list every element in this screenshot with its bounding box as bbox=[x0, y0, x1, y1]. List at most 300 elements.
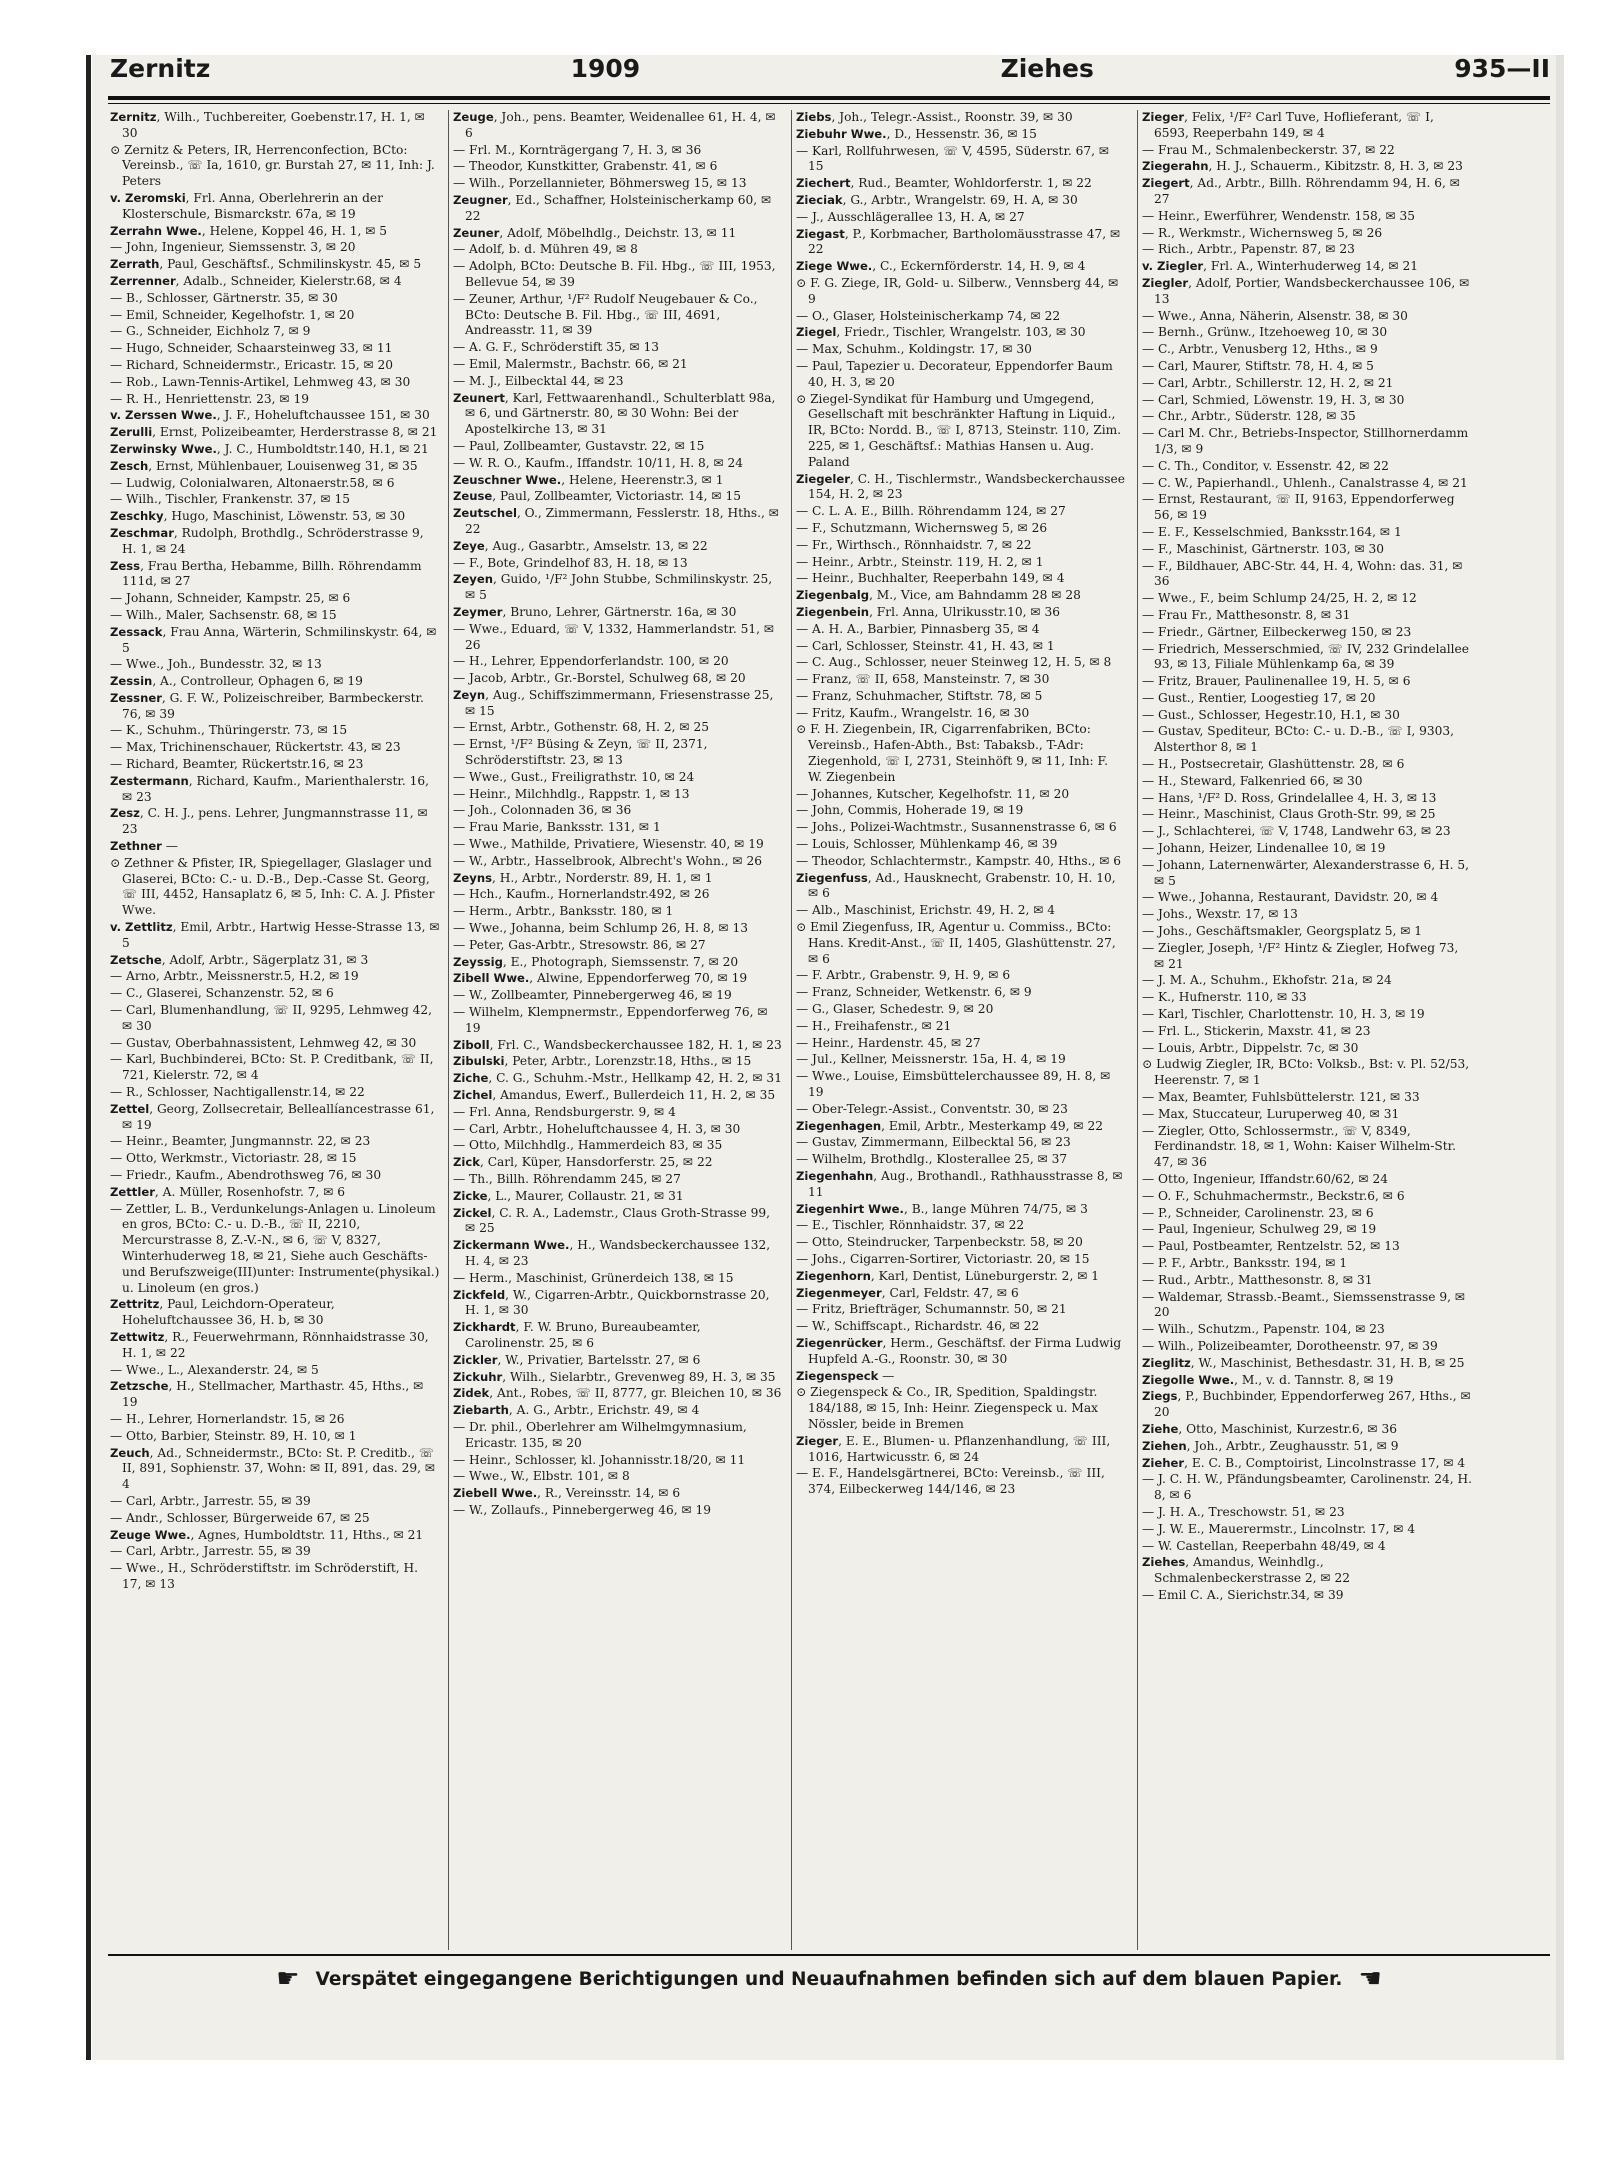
directory-column-3 bbox=[796, 110, 1126, 1950]
directory-entry: Ziechert, Rud., Beamter, Wohldorferstr. 1, ✉ 22 bbox=[796, 176, 1092, 191]
directory-entry: — C., Glaserei, Schanzenstr. 52, ✉ 6 bbox=[110, 986, 334, 1001]
directory-entry: — Heinr., Schlosser, kl. Johannisstr.18/20, ✉ 11 bbox=[453, 1452, 746, 1467]
directory-entry: — Adolf, b. d. Mühren 49, ✉ 8 bbox=[453, 242, 638, 257]
entry-surname: Zessack bbox=[110, 624, 163, 639]
directory-entry: — Karl, Tischler, Charlottenstr. 10, H. 3, ✉ 19 bbox=[1142, 1007, 1425, 1022]
directory-entry: Zieher, E. C. B., Comptoirist, Lincolnstrasse 17, ✉ 4 bbox=[1142, 1455, 1466, 1470]
directory-entry: — Wwe., Mathilde, Privatiere, Wiesenstr. 40, ✉ 19 bbox=[453, 837, 764, 852]
directory-entry: — Ludwig, Colonialwaren, Altonaerstr.58, ✉ 6 bbox=[110, 475, 395, 490]
directory-entry: — Theodor, Schlachtermstr., Kampstr. 40, Hths., ✉ 6 bbox=[796, 853, 1122, 868]
directory-entry: — Joh., Colonnaden 36, ✉ 36 bbox=[453, 803, 632, 818]
directory-entry: ⊙ Ziegel-Syndikat für Hamburg und Umgegend, Gesellschaft mit beschränkter Haftung in Liquid., IR, BCto: Nordd. B., ☏ I, 8713, Steinstr. 110, Zim. 225, ✉ 1, Geschäftsf.: Mathias Hansen u. Aug. Paland bbox=[796, 391, 1122, 469]
entry-surname: Zickfeld bbox=[453, 1287, 506, 1302]
directory-entry: — C. Aug., Schlosser, neuer Steinweg 12, H. 5, ✉ 8 bbox=[796, 655, 1112, 670]
entry-surname: Ziehes bbox=[1142, 1555, 1186, 1570]
directory-entry: — O., Glaser, Holsteinischerkamp 74, ✉ 22 bbox=[796, 308, 1061, 323]
directory-entry: Zeye, Aug., Gasarbtr., Amselstr. 13, ✉ 22 bbox=[453, 538, 708, 553]
directory-entry: — J. W. E., Mauerermstr., Lincolnstr. 17, ✉ 4 bbox=[1142, 1521, 1416, 1536]
directory-entry: — Otto, Barbier, Steinstr. 89, H. 10, ✉ 1 bbox=[110, 1428, 357, 1443]
directory-entry: — O. F., Schuhmachermstr., Beckstr.6, ✉ 6 bbox=[1142, 1188, 1405, 1203]
directory-entry: — Jul., Kellner, Meissnerstr. 15a, H. 4, ✉ 19 bbox=[796, 1052, 1066, 1067]
directory-entry: ⊙ Zernitz & Peters, IR, Herrenconfection, BCto: Vereinsb., ☏ Ia, 1610, gr. Burstah 27, ✉ 11, Inh: J. Peters bbox=[110, 142, 435, 189]
directory-entry: — Johs., Wexstr. 17, ✉ 13 bbox=[1142, 907, 1298, 922]
entry-surname: Zerrahn Wwe. bbox=[110, 223, 202, 238]
entry-surname: Zettler bbox=[110, 1184, 155, 1199]
directory-entry: — W. R. O., Kaufm., Iffandstr. 10/11, H. 8, ✉ 24 bbox=[453, 455, 744, 470]
directory-entry: — Fritz, Brauer, Paulinenallee 19, H. 5, ✉ 6 bbox=[1142, 674, 1411, 689]
directory-entry: — Ziegler, Joseph, ¹/F² Hintz & Ziegler, Hofweg 73, ✉ 21 bbox=[1142, 940, 1459, 971]
directory-entry: — Adolph, BCto: Deutsche B. Fil. Hbg., ☏ III, 1953, Bellevue 54, ✉ 39 bbox=[453, 259, 776, 289]
directory-entry: Zeymer, Bruno, Lehrer, Gärtnerstr. 16a, ✉ 30 bbox=[453, 604, 737, 619]
directory-entry: Zieger, E. E., Blumen- u. Pflanzenhandlung, ☏ III, 1016, Hartwicusstr. 6, ✉ 24 bbox=[796, 1433, 1111, 1464]
directory-entry: Zetzsche, H., Stellmacher, Marthastr. 45, Hths., ✉ 19 bbox=[110, 1379, 424, 1410]
entry-surname: Zetsche bbox=[110, 952, 162, 967]
directory-entry: — F., Bote, Grindelhof 83, H. 18, ✉ 13 bbox=[453, 555, 688, 570]
entry-surname: Zieger bbox=[1142, 110, 1185, 124]
directory-entry: ⊙ Emil Ziegenfuss, IR, Agentur u. Commiss., BCto: Hans. Kredit-Anst., ☏ II, 1405, Glashüttenstr. 27, ✉ 6 bbox=[796, 920, 1116, 966]
directory-entry: Ziebell Wwe., R., Vereinsstr. 14, ✉ 6 bbox=[453, 1486, 681, 1501]
directory-entry: Zerrath, Paul, Geschäftsf., Schmilinskystr. 45, ✉ 5 bbox=[110, 257, 422, 272]
entry-surname: Zetzsche bbox=[110, 1379, 169, 1394]
directory-entry: Zicke, L., Maurer, Collaustr. 21, ✉ 31 bbox=[453, 1188, 684, 1203]
directory-entry: ⊙ F. H. Ziegenbein, IR, Cigarrenfabriken, BCto: Vereinsb., Hafen-Abth., Bst: Tabaksb., T-Adr: Ziegenhold, ☏ I, 2731, Steinhöft 9, ✉ 11, Inh: F. W. Ziegenbein bbox=[796, 722, 1108, 784]
directory-entry: Ziegel, Friedr., Tischler, Wrangelstr. 103, ✉ 30 bbox=[796, 325, 1086, 340]
directory-entry: — G., Glaser, Schedestr. 9, ✉ 20 bbox=[796, 1002, 994, 1017]
directory-entry: Zeuse, Paul, Zollbeamter, Victoriastr. 14, ✉ 15 bbox=[453, 489, 742, 504]
directory-entry: — J. C. H. W., Pfändungsbeamter, Carolinenstr. 24, H. 8, ✉ 6 bbox=[1142, 1472, 1472, 1503]
directory-entry: Zeugner, Ed., Schaffner, Holsteinischerkamp 60, ✉ 22 bbox=[453, 192, 772, 223]
directory-entry: — Carl M. Chr., Betriebs-Inspector, Stillhornerdamm 1/3, ✉ 9 bbox=[1142, 426, 1469, 456]
entry-surname: Zeymer bbox=[453, 604, 503, 619]
directory-entry: Zickuhr, Wilh., Sielarbtr., Grevenweg 89, H. 3, ✉ 35 bbox=[453, 1369, 776, 1384]
directory-entry: Zerwinsky Wwe., J. C., Humboldtstr.140, H.1, ✉ 21 bbox=[110, 441, 429, 456]
directory-entry: Ziegert, Ad., Arbtr., Billh. Röhrendamm 94, H. 6, ✉ 27 bbox=[1142, 176, 1460, 206]
directory-entry: — Carl, Arbtr., Schillerstr. 12, H. 2, ✉ 21 bbox=[1142, 375, 1394, 390]
directory-entry: — Franz, ☏ II, 658, Mansteinstr. 7, ✉ 30 bbox=[796, 672, 1050, 687]
entry-surname: v. Zeromski bbox=[110, 190, 186, 205]
entry-surname: Ziegler bbox=[1142, 275, 1189, 290]
page-header bbox=[110, 48, 1550, 88]
entry-surname: Zeuge bbox=[453, 110, 494, 124]
directory-entry: — Johann, Schneider, Kampstr. 25, ✉ 6 bbox=[110, 591, 351, 606]
entry-surname: Zerrenner bbox=[110, 273, 176, 288]
directory-entry: — Wilhelm, Klempnermstr., Eppendorferweg 76, ✉ 19 bbox=[453, 1005, 768, 1035]
header-year: 1909 bbox=[570, 53, 641, 83]
entry-surname: Ziegenhahn bbox=[796, 1169, 874, 1183]
directory-entry: — Wwe., Gust., Freiligrathstr. 10, ✉ 24 bbox=[453, 769, 695, 784]
entry-surname: Ziebuhr Wwe. bbox=[796, 126, 887, 141]
directory-entry: — H., Freihafenstr., ✉ 21 bbox=[796, 1018, 952, 1033]
entry-surname: Ziehe bbox=[1142, 1421, 1179, 1436]
directory-entry: Ziehe, Otto, Maschinist, Kurzestr.6, ✉ 36 bbox=[1142, 1421, 1397, 1436]
directory-entry: Zeuge, Joh., pens. Beamter, Weidenallee 61, H. 4, ✉ 6 bbox=[453, 110, 776, 140]
entry-surname: Ziegenbalg bbox=[796, 588, 870, 603]
entry-surname: Zickuhr bbox=[453, 1369, 503, 1384]
directory-entry: — Th., Billh. Röhrendamm 245, ✉ 27 bbox=[453, 1172, 681, 1186]
directory-entry: — R., Werkmstr., Wichernsweg 5, ✉ 26 bbox=[1142, 225, 1383, 240]
entry-surname: Ziegenhagen bbox=[796, 1118, 882, 1133]
entry-surname: Zieciak bbox=[796, 192, 843, 207]
directory-entry: — Dr. phil., Oberlehrer am Wilhelmgymnasium, Ericastr. 135, ✉ 20 bbox=[453, 1419, 747, 1450]
directory-entry: — Wilh., Tischler, Frankenstr. 37, ✉ 15 bbox=[110, 492, 351, 507]
directory-entry: Zeyssig, E., Photograph, Siemssenstr. 7, ✉ 20 bbox=[453, 954, 739, 969]
page-binding-edge bbox=[86, 55, 91, 2060]
directory-entry: Zetsche, Adolf, Arbtr., Sägerplatz 31, ✉ 3 bbox=[110, 952, 369, 967]
directory-entry: — C., Arbtr., Venusberg 12, Hths., ✉ 9 bbox=[1142, 342, 1378, 357]
directory-entry: ⊙ F. G. Ziege, IR, Gold- u. Silberw., Vennsberg 44, ✉ 9 bbox=[796, 275, 1119, 306]
directory-entry: — Johs., Geschäftsmakler, Georgsplatz 5, ✉ 1 bbox=[1142, 924, 1423, 939]
entry-surname: Zickel bbox=[453, 1205, 492, 1220]
directory-entry: — Heinr., Arbtr., Steinstr. 119, H. 2, ✉ 1 bbox=[796, 554, 1044, 569]
entry-surname: Zeunert bbox=[453, 390, 505, 405]
directory-entry: — Heinr., Maschinist, Claus Groth-Str. 99, ✉ 25 bbox=[1142, 807, 1436, 822]
directory-entry: Ziege Wwe., C., Eckernförderstr. 14, H. 9, ✉ 4 bbox=[796, 259, 1086, 274]
directory-entry: — Frl. Anna, Rendsburgerstr. 9, ✉ 4 bbox=[453, 1104, 676, 1119]
directory-entry: — Friedr., Gärtner, Eilbeckerweg 150, ✉ 23 bbox=[1142, 624, 1412, 639]
directory-entry: — E. F., Kesselschmied, Banksstr.164, ✉ 1 bbox=[1142, 524, 1402, 539]
entry-surname: Zesch bbox=[110, 458, 149, 473]
entry-surname: Zidek bbox=[453, 1386, 490, 1401]
directory-entry: Ziegenfuss, Ad., Hausknecht, Grabenstr. 10, H. 10, ✉ 6 bbox=[796, 870, 1116, 901]
directory-entry: Ziegenbalg, M., Vice, am Bahndamm 28 ✉ 28 bbox=[796, 588, 1081, 603]
directory-entry: v. Ziegler, Frl. A., Winterhuderweg 14, ✉ 21 bbox=[1142, 259, 1418, 274]
directory-entry: — Wwe., Johanna, beim Schlump 26, H. 8, ✉ 13 bbox=[453, 921, 748, 936]
directory-entry: — Wwe., W., Elbstr. 101, ✉ 8 bbox=[453, 1469, 630, 1484]
directory-entry: — Wwe., Johanna, Restaurant, Davidstr. 20, ✉ 4 bbox=[1142, 890, 1439, 905]
directory-entry: — Herm., Arbtr., Banksstr. 180, ✉ 1 bbox=[453, 904, 674, 919]
directory-entry: Zessner, G. F. W., Polizeischreiber, Barmbeckerstr. 76, ✉ 39 bbox=[110, 690, 424, 721]
entry-surname: Zeschmar bbox=[110, 525, 174, 540]
directory-entry: — Wwe., Joh., Bundesstr. 32, ✉ 13 bbox=[110, 657, 322, 672]
directory-column-4 bbox=[1142, 110, 1472, 1950]
entry-surname: Ziboll bbox=[453, 1037, 490, 1052]
directory-entry: ⊙ Ziegenspeck & Co., IR, Spedition, Spaldingstr. 184/188, ✉ 15, Inh: Heinr. Ziegenspeck u. Max Nössler, beide in Bremen bbox=[796, 1385, 1099, 1431]
directory-entry: Zesz, C. H. J., pens. Lehrer, Jungmannstrasse 11, ✉ 23 bbox=[110, 806, 428, 837]
directory-entry: — Heinr., Buchhalter, Reeperbahn 149, ✉ 4 bbox=[796, 571, 1065, 586]
entry-surname: Ziegenfuss bbox=[796, 870, 868, 885]
directory-entry: — Paul, Postbeamter, Rentzelstr. 52, ✉ 13 bbox=[1142, 1239, 1400, 1254]
directory-entry: — Wwe., F., beim Schlump 24/25, H. 2, ✉ 12 bbox=[1142, 591, 1417, 606]
directory-entry: Zettritz, Paul, Leichdorn-Operateur, Hoheluftchaussee 36, H. b, ✉ 30 bbox=[110, 1297, 335, 1328]
directory-entry: — Alb., Maschinist, Erichstr. 49, H. 2, ✉ 4 bbox=[796, 903, 1056, 918]
directory-entry: — Louis, Arbtr., Dippelstr. 7c, ✉ 30 bbox=[1142, 1040, 1359, 1055]
directory-entry: Ziehes, Amandus, Weinhdlg., Schmalenbeckerstrasse 2, ✉ 22 bbox=[1142, 1555, 1351, 1586]
directory-entry: Zessin, A., Controlleur, Ophagen 6, ✉ 19 bbox=[110, 674, 363, 689]
directory-entry: — Johann, Laternenwärter, Alexanderstrasse 6, H. 5, ✉ 5 bbox=[1142, 857, 1470, 888]
directory-entry: Ziegenhirt Wwe., B., lange Mühren 74/75, ✉ 3 bbox=[796, 1201, 1088, 1216]
directory-entry: — John, Commis, Hoherade 19, ✉ 19 bbox=[796, 803, 1024, 818]
directory-entry: — Otto, Milchhdlg., Hammerdeich 83, ✉ 35 bbox=[453, 1138, 723, 1153]
directory-entry: Ziegenbein, Frl. Anna, Ulrikusstr.10, ✉ 36 bbox=[796, 604, 1060, 619]
directory-entry: — C. W., Papierhandl., Uhlenh., Canalstrasse 4, ✉ 21 bbox=[1142, 475, 1468, 490]
directory-entry: — Hch., Kaufm., Hornerlandstr.492, ✉ 26 bbox=[453, 887, 710, 902]
directory-entry: Zeyns, H., Arbtr., Norderstr. 89, H. 1, ✉ 1 bbox=[453, 870, 713, 885]
directory-entry: — Arno, Arbtr., Meissnerstr.5, H.2, ✉ 19 bbox=[110, 969, 359, 984]
entry-surname: Zickermann Wwe. bbox=[453, 1238, 570, 1253]
directory-entry: — Wilh., Polizeibeamter, Dorotheenstr. 97, ✉ 39 bbox=[1142, 1338, 1438, 1353]
directory-entry: — Wwe., L., Alexanderstr. 24, ✉ 5 bbox=[110, 1362, 319, 1377]
column-divider bbox=[448, 110, 449, 1950]
directory-entry: — Wilhelm, Brothdlg., Klosterallee 25, ✉ 37 bbox=[796, 1152, 1068, 1167]
entry-surname: Zeyns bbox=[453, 870, 492, 885]
directory-entry: — Richard, Beamter, Rückertstr.16, ✉ 23 bbox=[110, 757, 364, 772]
directory-entry: — E. F., Handelsgärtnerei, BCto: Vereinsb., ☏ III, 374, Eilbeckerweg 144/146, ✉ 23 bbox=[796, 1466, 1105, 1497]
directory-entry: Ziegenhahn, Aug., Brothandl., Rathhausstrasse 8, ✉ 11 bbox=[796, 1169, 1123, 1199]
entry-surname: Ziegenbein bbox=[796, 604, 870, 619]
entry-surname: Ziebs bbox=[796, 110, 832, 124]
directory-entry: Zesch, Ernst, Mühlenbauer, Louisenweg 31, ✉ 35 bbox=[110, 458, 418, 473]
directory-entry: Ziegast, P., Korbmacher, Bartholomäusstrasse 47, ✉ 22 bbox=[796, 226, 1121, 257]
directory-entry: v. Zettlitz, Emil, Arbtr., Hartwig Hesse-Strasse 13, ✉ 5 bbox=[110, 920, 440, 950]
directory-entry: — Bernh., Grünw., Itzehoeweg 10, ✉ 30 bbox=[1142, 325, 1388, 340]
entry-surname: Ziegel bbox=[796, 325, 837, 340]
directory-entry: Ziebuhr Wwe., D., Hessenstr. 36, ✉ 15 bbox=[796, 126, 1037, 141]
directory-entry: — Louis, Schlosser, Mühlenkamp 46, ✉ 39 bbox=[796, 837, 1058, 852]
directory-entry: Zickel, C. R. A., Lademstr., Claus Groth-Strasse 99, ✉ 25 bbox=[453, 1205, 770, 1236]
directory-entry: Zickermann Wwe., H., Wandsbeckerchaussee 132, H. 4, ✉ 23 bbox=[453, 1238, 771, 1268]
page-number: 935—II bbox=[1454, 53, 1550, 83]
scan-margin-left bbox=[0, 0, 88, 2177]
directory-entry: — Theodor, Kunstkitter, Grabenstr. 41, ✉ 6 bbox=[453, 159, 718, 174]
directory-entry: — Fr., Wirthsch., Rönnhaidstr. 7, ✉ 22 bbox=[796, 537, 1032, 552]
directory-entry: — W., Zollaufs., Pinnebergerweg 46, ✉ 19 bbox=[453, 1502, 712, 1517]
directory-entry: ⊙ Zethner & Pfister, IR, Spiegellager, Glaslager und Glaserei, BCto: C.- u. D.-B., Dep.-Casse St. Georg, ☏ III, 4452, Hansaplatz 6, ✉ 5, Inh: C. A. J. Pfister Wwe. bbox=[110, 855, 435, 918]
directory-entry: — Frau Marie, Banksstr. 131, ✉ 1 bbox=[453, 820, 661, 835]
directory-entry: — Wwe., Anna, Näherin, Alsenstr. 38, ✉ 30 bbox=[1142, 308, 1408, 323]
directory-entry: — K., Schuhm., Thüringerstr. 73, ✉ 15 bbox=[110, 723, 348, 738]
directory-entry: — F., Bildhauer, ABC-Str. 44, H. 4, Wohn: das. 31, ✉ 36 bbox=[1142, 558, 1463, 589]
directory-entry: — H., Steward, Falkenried 66, ✉ 30 bbox=[1142, 773, 1363, 788]
directory-entry: — Ernst, Arbtr., Gothenstr. 68, H. 2, ✉ 25 bbox=[453, 720, 709, 735]
entry-surname: Zieger bbox=[796, 1433, 839, 1448]
entry-surname: Ziegenrücker bbox=[796, 1335, 883, 1350]
header-rule bbox=[108, 96, 1550, 100]
directory-entry: — C. L. A. E., Billh. Röhrendamm 124, ✉ 27 bbox=[796, 504, 1066, 519]
directory-entry: — Otto, Werkmstr., Victoriastr. 28, ✉ 15 bbox=[110, 1151, 357, 1166]
entry-surname: Zeuge Wwe. bbox=[110, 1527, 191, 1542]
entry-surname: Zeutschel bbox=[453, 506, 517, 521]
directory-entry: Zeuge Wwe., Agnes, Humboldtstr. 11, Hths., ✉ 21 bbox=[110, 1527, 424, 1542]
directory-entry: Zerrahn Wwe., Helene, Koppel 46, H. 1, ✉ 5 bbox=[110, 223, 388, 238]
directory-entry: — Carl, Schmied, Löwenstr. 19, H. 3, ✉ 30 bbox=[1142, 392, 1405, 407]
entry-surname: Ziegert bbox=[1142, 176, 1190, 191]
entry-surname: Ziche bbox=[453, 1071, 489, 1086]
directory-entry: — Heinr., Ewerführer, Wendenstr. 158, ✉ 35 bbox=[1142, 208, 1416, 223]
directory-entry: — Ober-Telegr.-Assist., Conventstr. 30, ✉ 23 bbox=[796, 1101, 1068, 1116]
directory-entry: — Carl, Arbtr., Jarrestr. 55, ✉ 39 bbox=[110, 1544, 311, 1559]
directory-entry: Ziegenhorn, Karl, Dentist, Lüneburgerstr. 2, ✉ 1 bbox=[796, 1268, 1100, 1283]
directory-entry: — R., Schlosser, Nachtigallenstr.14, ✉ 22 bbox=[110, 1085, 365, 1100]
directory-entry: Zethner — bbox=[110, 839, 178, 854]
directory-entry: — G., Schneider, Eichholz 7, ✉ 9 bbox=[110, 324, 311, 339]
directory-entry: — W. Castellan, Reeperbahn 48/49, ✉ 4 bbox=[1142, 1538, 1386, 1553]
directory-entry: Ziegler, Adolf, Portier, Wandsbeckerchaussee 106, ✉ 13 bbox=[1142, 275, 1470, 306]
entry-surname: v. Zerssen Wwe. bbox=[110, 408, 217, 423]
entry-surname: Ziegast bbox=[796, 226, 845, 241]
directory-entry: — Fritz, Briefträger, Schumannstr. 50, ✉ 21 bbox=[796, 1302, 1067, 1317]
header-first-entry: Zernitz bbox=[110, 53, 211, 83]
directory-entry: — M. J., Eilbecktal 44, ✉ 23 bbox=[453, 373, 624, 388]
entry-surname: Zeyen bbox=[453, 572, 493, 587]
directory-entry: Zeyen, Guido, ¹/F² John Stubbe, Schmilinskystr. 25, ✉ 5 bbox=[453, 572, 773, 603]
directory-entry: — J., Ausschlägerallee 13, H. A, ✉ 27 bbox=[796, 209, 1025, 224]
entry-surname: Zeyn bbox=[453, 687, 486, 702]
directory-entry: — Friedrich, Messerschmied, ☏ IV, 232 Grindelallee 93, ✉ 13, Filiale Mühlenkamp 6a, ✉ 39 bbox=[1142, 641, 1469, 672]
entry-surname: Ziechert bbox=[796, 176, 851, 191]
directory-entry: — Hugo, Schneider, Schaarsteinweg 33, ✉ 11 bbox=[110, 341, 393, 356]
directory-entry: — Emil, Schneider, Kegelhofstr. 1, ✉ 20 bbox=[110, 307, 355, 322]
directory-entry: Zeuner, Adolf, Möbelhdlg., Deichstr. 13, ✉ 11 bbox=[453, 225, 737, 240]
entry-surname: Zeugner bbox=[453, 192, 508, 207]
directory-entry: Zeuschner Wwe., Helene, Heerenstr.3, ✉ 1 bbox=[453, 472, 724, 487]
directory-entry: Zick, Carl, Küper, Hansdorferstr. 25, ✉ 22 bbox=[453, 1155, 713, 1170]
directory-entry: — W., Schiffscapt., Richardstr. 46, ✉ 22 bbox=[796, 1319, 1040, 1334]
directory-entry: v. Zeromski, Frl. Anna, Oberlehrerin an der Klosterschule, Bismarckstr. 67a, ✉ 19 bbox=[110, 190, 383, 221]
entry-surname: Zernitz bbox=[110, 110, 157, 124]
directory-entry: Ziche, C. G., Schuhm.-Mstr., Hellkamp 42, H. 2, ✉ 31 bbox=[453, 1071, 782, 1086]
directory-entry: — Rud., Arbtr., Matthesonstr. 8, ✉ 31 bbox=[1142, 1272, 1373, 1287]
entry-surname: Zicke bbox=[453, 1188, 488, 1203]
directory-entry: — Friedr., Kaufm., Abendrothsweg 76, ✉ 30 bbox=[110, 1168, 382, 1182]
directory-entry: Zeuch, Ad., Schneidermstr., BCto: St. P. Creditb., ☏ II, 891, Sophienstr. 37, Wohn: ✉ II, 891, das. 29, ✉ 4 bbox=[110, 1445, 436, 1492]
directory-entry: — Frl. M., Kornträgergang 7, H. 3, ✉ 36 bbox=[453, 142, 702, 157]
pointing-hand-left-icon: ☚ bbox=[1358, 1964, 1382, 1994]
directory-entry: — Max, Beamter, Fuhlsbüttelerstr. 121, ✉ 33 bbox=[1142, 1090, 1420, 1105]
entry-surname: Zestermann bbox=[110, 773, 189, 788]
directory-entry: — Gust., Schlosser, Hegestr.10, H.1, ✉ 30 bbox=[1142, 707, 1400, 722]
directory-entry: — Gustav, Zimmermann, Eilbecktal 56, ✉ 23 bbox=[796, 1135, 1071, 1150]
directory-entry: Zeschmar, Rudolph, Brothdlg., Schröderstrasse 9, H. 1, ✉ 24 bbox=[110, 525, 424, 556]
directory-entry: — Paul, Zollbeamter, Gustavstr. 22, ✉ 15 bbox=[453, 438, 705, 453]
entry-surname: Zeuschner Wwe. bbox=[453, 472, 562, 487]
directory-entry: — Ernst, ¹/F² Büsing & Zeyn, ☏ II, 2371, Schröderstiftstr. 23, ✉ 13 bbox=[453, 737, 708, 768]
directory-entry: — Johs., Cigarren-Sortirer, Victoriastr. 20, ✉ 15 bbox=[796, 1251, 1090, 1266]
entry-surname: Zettel bbox=[110, 1101, 150, 1116]
directory-entry: — Wwe., Eduard, ☏ V, 1332, Hammerlandstr. 51, ✉ 26 bbox=[453, 621, 775, 652]
directory-entry: Zettel, Georg, Zollsecretair, Belleallíancestrasse 61, ✉ 19 bbox=[110, 1101, 435, 1132]
directory-entry: — Herm., Maschinist, Grünerdeich 138, ✉ 15 bbox=[453, 1270, 734, 1285]
entry-surname: Zess bbox=[110, 558, 141, 573]
directory-entry: Zieger, Felix, ¹/F² Carl Tuve, Hoflieferant, ☏ I, 6593, Reeperbahn 149, ✉ 4 bbox=[1142, 110, 1434, 140]
directory-entry: — Paul, Tapezier u. Decorateur, Eppendorfer Baum 40, H. 3, ✉ 20 bbox=[796, 358, 1113, 389]
directory-entry: — Andr., Schlosser, Bürgerweide 67, ✉ 25 bbox=[110, 1510, 370, 1525]
directory-entry: Zickfeld, W., Cigarren-Arbtr., Quickbornstrasse 20, H. 1, ✉ 30 bbox=[453, 1287, 770, 1318]
directory-entry: — Johannes, Kutscher, Kegelhofstr. 11, ✉ 20 bbox=[796, 786, 1070, 801]
directory-entry: Zestermann, Richard, Kaufm., Marienthalerstr. 16, ✉ 23 bbox=[110, 773, 430, 804]
entry-surname: Zeye bbox=[453, 538, 485, 553]
entry-surname: Zeschky bbox=[110, 509, 164, 524]
directory-entry: — John, Ingenieur, Siemssenstr. 3, ✉ 20 bbox=[110, 240, 356, 255]
directory-entry: Ziboll, Frl. C., Wandsbeckerchaussee 182, H. 1, ✉ 23 bbox=[453, 1037, 782, 1052]
directory-entry: Ziegeler, C. H., Tischlermstr., Wandsbeckerchaussee 154, H. 2, ✉ 23 bbox=[796, 471, 1125, 502]
directory-entry: — Max, Trichinenschauer, Rückertstr. 43, ✉ 23 bbox=[110, 740, 401, 755]
directory-entry: — Wilh., Maler, Sachsenstr. 68, ✉ 15 bbox=[110, 607, 337, 622]
directory-entry: — H., Lehrer, Hornerlandstr. 15, ✉ 26 bbox=[110, 1411, 345, 1426]
entry-surname: Zieher bbox=[1142, 1455, 1185, 1470]
entry-surname: Zessner bbox=[110, 690, 162, 705]
entry-surname: Ziege Wwe. bbox=[796, 259, 873, 274]
directory-entry: — Johann, Heizer, Lindenallee 10, ✉ 19 bbox=[1142, 841, 1386, 856]
directory-entry: — Zettler, L. B., Verdunkelungs-Anlagen u. Linoleum en gros, BCto: C.- u. D.-B., ☏ II, 2210, Mercurstrasse 8, Z.-V.-N., ✉ 6, ☏ V, 8327, Winterhuderweg 18, ✉ 21, Siehe auch Geschäfts- und Berufszweige(III)unter: Instrumente(physikal.) u. Linoleum (en gros.) bbox=[110, 1201, 440, 1295]
directory-entry: — Otto, Ingenieur, Iffandstr.60/62, ✉ 24 bbox=[1142, 1172, 1389, 1186]
directory-entry: — Frl. L., Stickerin, Maxstr. 41, ✉ 23 bbox=[1142, 1023, 1371, 1038]
directory-entry: — Paul, Ingenieur, Schulweg 29, ✉ 19 bbox=[1142, 1222, 1377, 1237]
entry-surname: Ziegenhorn bbox=[796, 1268, 871, 1283]
entry-surname: Ziebarth bbox=[453, 1403, 509, 1418]
directory-entry: Zeutschel, O., Zimmermann, Fesslerstr. 18, Hths., ✉ 22 bbox=[453, 506, 779, 536]
directory-column-2 bbox=[453, 110, 783, 1950]
entry-surname: Ziegeler bbox=[796, 471, 850, 486]
directory-entry: Ziegenspeck — bbox=[796, 1368, 895, 1383]
directory-entry: Ziebs, Joh., Telegr.-Assist., Roonstr. 39, ✉ 30 bbox=[796, 110, 1073, 124]
directory-entry: — K., Hufnerstr. 110, ✉ 33 bbox=[1142, 990, 1307, 1005]
directory-entry: — A. H. A., Barbier, Pinnasberg 35, ✉ 4 bbox=[796, 621, 1040, 636]
footer-rule bbox=[108, 1954, 1550, 1956]
header-last-entry: Ziehes bbox=[1000, 53, 1094, 83]
directory-entry: Zernitz, Wilh., Tuchbereiter, Goebenstr.17, H. 1, ✉ 30 bbox=[110, 110, 425, 140]
entry-surname: Zieglitz bbox=[1142, 1355, 1191, 1370]
directory-entry: — Karl, Rollfuhrwesen, ☏ V, 4595, Süderstr. 67, ✉ 15 bbox=[796, 143, 1110, 174]
directory-entry: Zettler, A. Müller, Rosenhofstr. 7, ✉ 6 bbox=[110, 1184, 346, 1199]
directory-entry: — J., Schlachterei, ☏ V, 1748, Landwehr 63, ✉ 23 bbox=[1142, 824, 1451, 839]
directory-entry: — Hans, ¹/F² D. Ross, Grindelallee 4, H. 3, ✉ 13 bbox=[1142, 790, 1437, 805]
entry-surname: Zeuse bbox=[453, 489, 493, 504]
entry-surname: Zethner bbox=[110, 839, 162, 854]
directory-entry: Zidek, Ant., Robes, ☏ II, 8777, gr. Bleichen 10, ✉ 36 bbox=[453, 1386, 782, 1401]
header-rule-thin bbox=[108, 103, 1550, 104]
directory-entry: Zibell Wwe., Alwine, Eppendorferweg 70, ✉ 19 bbox=[453, 971, 748, 986]
entry-surname: Ziehen bbox=[1142, 1438, 1187, 1453]
page-right-edge bbox=[1556, 55, 1564, 2060]
entry-surname: Zettritz bbox=[110, 1297, 160, 1312]
directory-entry: Zickler, W., Privatier, Bartelsstr. 27, ✉ 6 bbox=[453, 1352, 701, 1367]
directory-entry: ⊙ Ludwig Ziegler, IR, BCto: Volksb., Bst: v. Pl. 52/53, Heerenstr. 7, ✉ 1 bbox=[1142, 1057, 1470, 1088]
directory-entry: — Gust., Rentier, Loogestieg 17, ✉ 20 bbox=[1142, 690, 1376, 705]
directory-entry: — Franz, Schneider, Wetkenstr. 6, ✉ 9 bbox=[796, 985, 1032, 1000]
directory-entry: — Emil C. A., Sierichstr.34, ✉ 39 bbox=[1142, 1587, 1344, 1602]
directory-entry: — Zeuner, Arthur, ¹/F² Rudolf Neugebauer & Co., BCto: Deutsche B. Fil. Hbg., ☏ III, 4691, Andreasstr. 11, ✉ 39 bbox=[453, 291, 758, 338]
entry-surname: Ziegenhirt Wwe. bbox=[796, 1201, 904, 1216]
directory-entry: Ziehen, Joh., Arbtr., Zeughausstr. 51, ✉ 9 bbox=[1142, 1438, 1399, 1453]
directory-entry: Ziegolle Wwe., M., v. d. Tannstr. 8, ✉ 19 bbox=[1142, 1372, 1394, 1387]
entry-surname: Zibulski bbox=[453, 1054, 505, 1069]
directory-entry: — Gustav, Spediteur, BCto: C.- u. D.-B., ☏ I, 9303, Alsterthor 8, ✉ 1 bbox=[1142, 724, 1455, 755]
directory-entry: — Ziegler, Otto, Schlossermstr., ☏ V, 8349, Ferdinandstr. 18, ✉ 1, Wohn: Kaiser Wilhelm-Str. 47, ✉ 36 bbox=[1142, 1123, 1457, 1170]
pointing-hand-right-icon: ☛ bbox=[276, 1964, 300, 1994]
directory-entry: — Karl, Buchbinderei, BCto: St. P. Creditbank, ☏ II, 721, Kielerstr. 72, ✉ 4 bbox=[110, 1052, 434, 1083]
directory-entry: — Otto, Steindrucker, Tarpenbeckstr. 58, ✉ 20 bbox=[796, 1235, 1083, 1250]
entry-surname: Zickler bbox=[453, 1352, 498, 1367]
directory-entry: — J. M. A., Schuhm., Ekhofstr. 21a, ✉ 24 bbox=[1142, 973, 1392, 988]
directory-entry: — W., Zollbeamter, Pinnebergerweg 46, ✉ 19 bbox=[453, 988, 732, 1003]
directory-entry: — W., Arbtr., Hasselbrook, Albrecht's Wohn., ✉ 26 bbox=[453, 853, 763, 868]
entry-surname: Ziegenmeyer bbox=[796, 1285, 882, 1300]
entry-surname: Zettwitz bbox=[110, 1329, 165, 1344]
directory-entry: — Carl, Maurer, Stiftstr. 78, H. 4, ✉ 5 bbox=[1142, 358, 1374, 373]
directory-entry: — E., Tischler, Rönnhaidstr. 37, ✉ 22 bbox=[796, 1218, 1025, 1233]
entry-surname: Zeuner bbox=[453, 225, 500, 240]
entry-surname: Zeuch bbox=[110, 1445, 150, 1460]
directory-entry: — A. G. F., Schröderstift 35, ✉ 13 bbox=[453, 340, 660, 355]
directory-entry: — R. H., Henriettenstr. 23, ✉ 19 bbox=[110, 391, 309, 406]
directory-entry: — Ernst, Restaurant, ☏ II, 9163, Eppendorferweg 56, ✉ 19 bbox=[1142, 492, 1455, 523]
directory-entry: — Rich., Arbtr., Papenstr. 87, ✉ 23 bbox=[1142, 242, 1355, 257]
directory-entry: — F., Schutzmann, Wichernsweg 5, ✉ 26 bbox=[796, 520, 1048, 535]
directory-entry: Ziegenhagen, Emil, Arbtr., Mesterkamp 49, ✉ 22 bbox=[796, 1118, 1103, 1133]
directory-entry: Zettwitz, R., Feuerwehrmann, Rönnhaidstrasse 30, H. 1, ✉ 22 bbox=[110, 1329, 429, 1360]
directory-entry: — H., Lehrer, Eppendorferlandstr. 100, ✉ 20 bbox=[453, 654, 729, 669]
directory-entry: — Carl, Arbtr., Jarrestr. 55, ✉ 39 bbox=[110, 1493, 311, 1508]
